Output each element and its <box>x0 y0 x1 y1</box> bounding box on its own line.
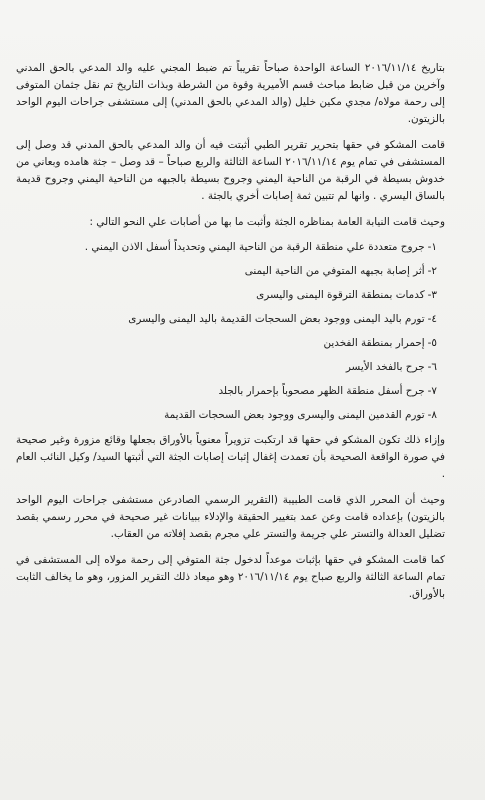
paragraph-incident-date: بتاريخ ٢٠١٦/١١/١٤ الساعة الواحدة صباحاً تقريباً تم ضبط المجني عليه والد المدعي بالحق المدني وآخرين من قبل ضابط مباحث قسم الأميرية وقوة من الشرطة وبذات التاريخ تم نقل جثمان المتوفى إلى رحمة مولاه/ مجدي مكين خليل (والد المدعي بالحق المدني) إلى مستشفى جراحات اليوم الواحد بالزيتون. <box>16 62 445 125</box>
injuries-list <box>16 240 445 422</box>
injury-item: ٥-إحمرار بمنطقة الفخدين <box>323 337 437 349</box>
injury-item: ٢-أثر إصابة بجبهه المتوفي من الناحية اليمنى <box>244 265 437 277</box>
injury-item: ٧-جرح أسفل منطقة الظهر مصحوباً بإحمرار بالجلد <box>218 385 437 397</box>
injury-item: ١-جروح متعددة علي منطقة الرقبة من الناحية اليمني وتحديداً أسفل الاذن اليمني . <box>84 241 437 253</box>
injury-item: ٣-كدمات بمنطقة الترقوة اليمنى واليسرى <box>256 289 437 301</box>
injury-item: ٨-تورم القدمين اليمنى واليسرى ووجود بعض السحجات القديمة <box>164 409 437 421</box>
injury-item: ٦-جرح بالفخد الأيسر <box>345 361 437 373</box>
injury-item: ٤-تورم باليد اليمنى ووجود بعض السحجات القديمة باليد اليمنى واليسرى <box>128 313 437 325</box>
paragraph-prosecution-intro: وحيث قامت النيابة العامة بمناظره الجثة وأثبت ما بها من أصابات علي النحو التالي : <box>89 216 445 228</box>
paragraph-official-document: وحيث أن المحرر الذي قامت الطبيبة (التقرير الرسمي الصادرعن مستشفى جراحات اليوم الواحد بالزيتون) بإعداده قامت وعن عمد بتغيير الحقيقة والإدلاء ببيانات غير صحيحة في محرر رسمي بقصد تضليل العدالة والتستر علي جريمة والتستر علي مجرم بقصد إفلاته من العقاب. <box>16 494 445 540</box>
paragraph-medical-report: قامت المشكو في حقها بتحرير تقرير الطبي أثبتت فيه أن والد المدعي بالحق المدني قد وصل إلى المستشفى في تمام يوم ٢٠١٦/١١/١٤ الساعة الثالثة والربع صباحاً – قد وصل – جثة هامده وبعاني من خدوش بسيطة في الرقبة من الناحية اليمني وجروح بسيطة بالجبهه من الناحية اليمني وجروح قديمة بالساق اليسري . وانها لم تتبين ثمة إصابات أخري بالجثة . <box>16 139 446 202</box>
paragraph-forgery: وإزاء ذلك تكون المشكو في حقها قد ارتكبت تزويراً معنوياً بالأوراق بجعلها وقائع مزورة وغير صحيحة في صورة الواقعة الصحيحة بأن تعمدت إغفال إثبات إصابات الجثة التي أثبتها السيد/ وكيل النائب العام . <box>16 434 445 480</box>
paragraph-admission-time: كما قامت المشكو في حقها بإثبات موعداً لدخول جثة المتوفي إلى رحمة مولاه إلى المستشفى في تمام الساعة الثالثة والربع صباح يوم ٢٠١٦/١١/١٤ وهو ميعاد ذلك التقرير المزور، وهو ما يخالف الثابت بالأوراق. <box>16 554 445 600</box>
